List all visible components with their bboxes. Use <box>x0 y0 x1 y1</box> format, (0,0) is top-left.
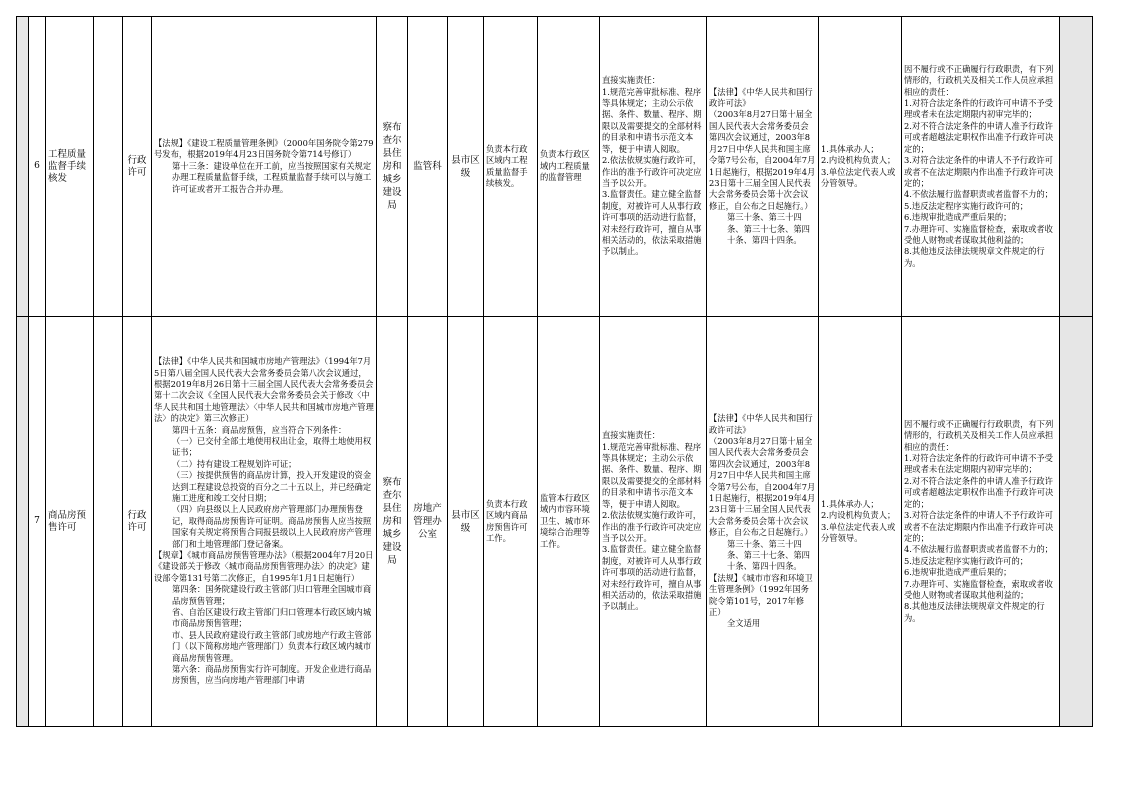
sub-item-cell <box>94 17 123 317</box>
accountability-line: 3.对符合法定条件的申请人不予行政许可或者不在法定期限内作出准予行政许可决定的； <box>904 155 1054 188</box>
duty-basis-line: 全文适用 <box>727 618 761 629</box>
person-line: 2.内设机构负责人； <box>821 510 896 521</box>
accountability-line: 因不履行或不正确履行行政职责，有下列情形的，行政机关及相关工作人员应承担相应的责任： <box>904 418 1054 452</box>
duty-basis-line: 【法律】《中华人民共和国行政许可法》 <box>709 86 813 109</box>
row-number: 6 <box>29 17 46 317</box>
basis-line: 省、自治区建设行政主管部门归口管理本行政区域内城市商品房预售管理； <box>172 607 372 629</box>
implementing-department: 察布查尔县住房和城乡建设局 <box>377 317 408 727</box>
accountability-line: 因不履行或不正确履行行政职责，有下列情形的，行政机关及相关工作人员应承担相应的责任： <box>904 63 1054 97</box>
accountability-line: 8.其他违反法律法规规章文件规定的行为。 <box>904 246 1045 268</box>
duty-line: 1.规范完善审批标准、程序等具体规定；主动公示依据、条件、数量、程序、期限以及需要提交的全部材料的目录和申请书示范文本等，便于申请人阅取。 <box>602 86 702 154</box>
duty-basis-line: 【法律】《中华人民共和国行政许可法》 <box>709 413 813 435</box>
accountability-line: 5.违反法定程序实施行政许可的； <box>904 555 1029 566</box>
responsible-persons <box>819 317 902 727</box>
basis-line: 第四十五条：商品房预售，应当符合下列条件： <box>172 424 347 435</box>
duty-content <box>600 317 707 727</box>
scope-of-duty: 负责本行政区域内工程质量监督手续核发。 <box>484 17 538 317</box>
basis-line: 【法规】《建设工程质量管理条例》（2000年国务院令第279号发布，根据2019年4月23日国务院令第714号修订） <box>154 137 374 160</box>
duty-basis <box>707 317 819 727</box>
scope-of-duty: 负责本行政区域内商品房预售许可工作。 <box>484 317 538 727</box>
legal-basis <box>152 317 377 727</box>
item-type: 行政许可 <box>123 17 152 317</box>
table-row <box>17 17 1093 317</box>
basis-line: 第四条：国务院建设行政主管部门归口管理全国城市商品房预售管理； <box>172 584 372 606</box>
basis-line: （二）持有建设工程规划许可证； <box>172 458 297 469</box>
duty-line: 1.规范完善审批标准、程序等具体规定；主动公示依据、条件、数量、程序、期限以及需要提交的全部材料的目录和申请书示范文本等，便于申请人阅取。 <box>602 441 702 509</box>
remarks-cell <box>1060 317 1093 727</box>
responsible-office: 房地产管理办公室 <box>408 317 448 727</box>
accountability-line: 2.对不符合法定条件的申请人准予行政许可或者超越法定职权作出准予行政许可决定的； <box>904 120 1054 154</box>
item-type: 行政许可 <box>123 317 152 727</box>
duty-line: 2.依法依规实施行政许可，作出的准予行政许可决定应当予以公开。 <box>602 155 702 188</box>
row-margin-cell <box>17 317 29 727</box>
duty-basis-line: 第三十条、第三十四条、第三十七条、第四十条、第四十四条。 <box>727 212 810 245</box>
admin-level: 县市区级 <box>448 317 484 727</box>
sub-item-cell <box>94 317 123 727</box>
accountability-line: 3.对符合法定条件的申请人不予行政许可或者不在法定期限内作出准予行政许可决定的； <box>904 510 1054 543</box>
responsible-office: 监管科 <box>408 17 448 317</box>
supervision-subject: 监管本行政区域内市容环境卫生、城市环境综合治理等工作。 <box>538 317 600 727</box>
accountability <box>902 17 1060 317</box>
accountability <box>902 317 1060 727</box>
accountability-line: 4.不依法履行监督职责或者监督不力的； <box>904 544 1053 555</box>
duty-line: 2.依法依规实施行政许可，作出的准予行政许可决定应当予以公开。 <box>602 510 702 543</box>
duty-content <box>600 17 707 317</box>
item-name: 工程质量监督手续核发 <box>46 17 94 317</box>
duty-line: 直接实施责任： <box>602 430 661 441</box>
accountability-line: 1.对符合法定条件的行政许可申请不予受理或者未在法定期限内初审完毕的； <box>904 98 1053 120</box>
duty-basis-line: 【法规】《城市市容和环境卫生管理条例》（1992年国务院令第101号，2017年修正） <box>709 572 813 618</box>
row-margin-cell <box>17 17 29 317</box>
duty-basis <box>707 17 819 317</box>
person-line: 3.单位法定代表人或分管领导。 <box>821 521 896 543</box>
admin-level: 县市区级 <box>448 17 484 317</box>
basis-line: 市、县人民政府建设行政主管部门或房地产行政主管部门（以下简称房地产管理部门）负责本行政区域内城市商品房预售管理。 <box>172 629 372 663</box>
accountability-line: 4.不依法履行监督职责或者监督不力的； <box>904 189 1053 200</box>
person-line: 1.具体承办人； <box>821 498 879 509</box>
accountability-line: 8.其他违反法律法规规章文件规定的行为。 <box>904 601 1045 623</box>
accountability-line: 5.违反法定程序实施行政许可的； <box>904 200 1029 211</box>
responsible-persons <box>819 17 902 317</box>
person-line: 1.具体承办人； <box>821 143 879 154</box>
basis-line: （一）已交付全部土地使用权出让金，取得土地使用权证书； <box>172 435 372 458</box>
accountability-line: 7.办理许可、实施监督检查，索取或者收受他人财物或者谋取其他利益的； <box>904 578 1053 600</box>
duty-line: 3.监督责任。建立健全监督制度，对被许可人从事行政许可事项的活动进行监督，对未经行政许可，擅自从事相关活动的，依法采取措施予以制止。 <box>602 544 702 612</box>
duty-basis-line: 第三十条、第三十四条、第三十七条、第四十条、第四十四条。 <box>727 538 810 572</box>
person-line: 2.内设机构负责人； <box>821 155 896 166</box>
responsibility-table <box>16 16 1093 727</box>
basis-line: 第六条：商品房预售实行许可制度。开发企业进行商品房预售，应当向房地产管理部门申请 <box>172 664 372 686</box>
legal-basis <box>152 17 377 317</box>
basis-line: 【法律】《中华人民共和国城市房地产管理法》（1994年7月5日第八届全国人民代表大会常务委员会第八次会议通过，根据2019年8月26日第十三届全国人民代表大会常务委员会第十二次会议《全国人民代表大会常务委员会关于修改〈中华人民共和国土地管理法〉〈中华人民共和国城市房地产管理法〉的决定》第三次修正） <box>154 356 374 424</box>
remarks-cell <box>1060 17 1093 317</box>
basis-line: 第十三条：建设单位在开工前，应当按照国家有关规定办理工程质量监督手续，工程质量监督手续可以与施工许可证或者开工报告合并办理。 <box>172 160 372 194</box>
duty-line: 3.监督责任。建立健全监督制度，对被许可人从事行政许可事项的活动进行监督，对未经行政许可，擅自从事相关活动的，依法采取措施予以制止。 <box>602 189 702 257</box>
supervision-subject: 负责本行政区域内工程质量的监督管理 <box>538 17 600 317</box>
duty-basis-line: （2003年8月27日第十届全国人民代表大会常务委员会第四次会议通过，2003年8月27日中华人民共和国主席令第7号公布，自2004年7月1日起施行，根据2019年4月23日第十三届全国人民代表大会常务委员会第十次会议修正，自公布之日起施行。） <box>709 109 816 211</box>
row-number: 7 <box>29 317 46 727</box>
accountability-line: 1.对符合法定条件的行政许可申请不予受理或者未在法定期限内初审完毕的； <box>904 453 1053 475</box>
accountability-line: 7.办理许可、实施监督检查，索取或者收受他人财物或者谋取其他利益的； <box>904 223 1053 245</box>
accountability-line: 2.对不符合法定条件的申请人准予行政许可或者超越法定职权作出准予行政许可决定的； <box>904 475 1054 509</box>
duty-basis-line: （2003年8月27日第十届全国人民代表大会常务委员会第四次会议通过，2003年8月27日中华人民共和国主席令第7号公布，自2004年7月1日起施行，根据2019年4月23日第十三届全国人民代表大会常务委员会第十次会议修正，自公布之日起施行。） <box>709 435 816 538</box>
item-name: 商品房预售许可 <box>46 317 94 727</box>
basis-line: （三）按提供预售的商品房计算，投入开发建设的资金达到工程建设总投资的百分之二十五以上，并已经确定施工进度和竣工交付日期； <box>172 470 372 503</box>
person-line: 3.单位法定代表人或分管领导。 <box>821 166 896 188</box>
basis-line: （四）向县级以上人民政府房产管理部门办理预售登记，取得商品房预售许可证明。商品房预售人应当按照国家有关规定将预售合同报县级以上人民政府房产管理部门和土地管理部门登记备案。 <box>172 504 372 549</box>
basis-line: 【规章】《城市商品房预售管理办法》（根据2004年7月20日《建设部关于修改〈城市商品房预售管理办法〉的决定》建设部令第131号第二次修正，自1995年1月1日起施行） <box>154 550 374 583</box>
accountability-line: 6.违规审批造成严重后果的； <box>904 212 1012 223</box>
table-row <box>17 317 1093 727</box>
accountability-line: 6.违规审批造成严重后果的； <box>904 567 1012 578</box>
duty-line: 直接实施责任： <box>602 75 661 86</box>
implementing-department: 察布查尔县住房和城乡建设局 <box>377 17 408 317</box>
